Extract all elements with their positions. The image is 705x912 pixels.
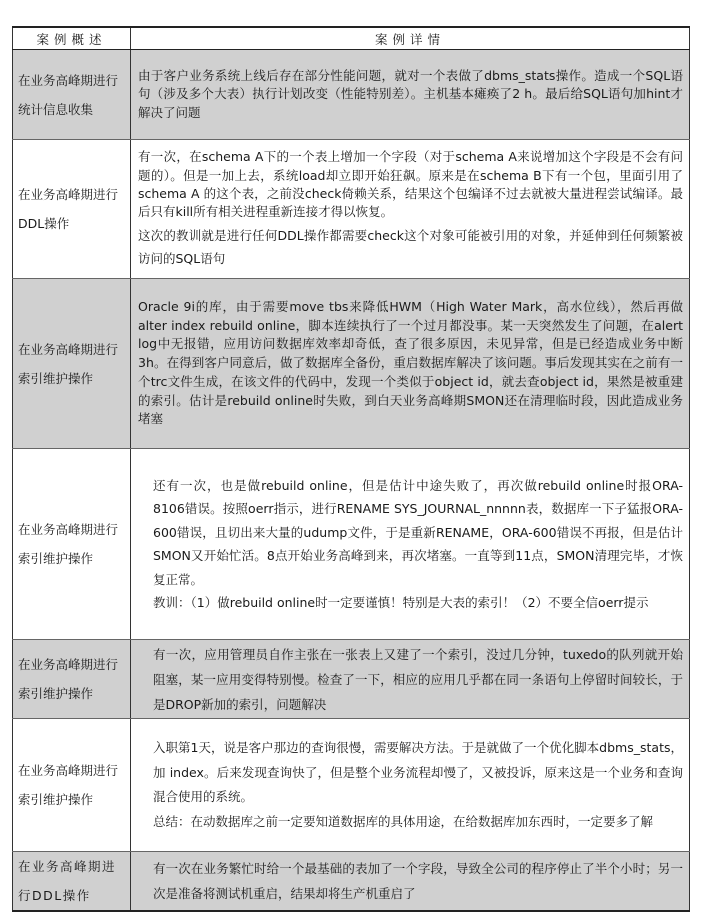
table-row (13, 50, 690, 140)
table-row (13, 449, 690, 640)
detail-paragraph: 这次的教训就是进行任何DDL操作都需要check这个对象可能被引用的对象，并延伸到任何频繁被访问的SQL语句 (138, 227, 683, 266)
table-row (13, 852, 690, 912)
header-summary: 案例概述 (13, 27, 131, 50)
case-detail (131, 852, 690, 912)
detail-paragraph: 由于客户业务系统上线后存在部分性能问题，就对一个表做了dbms_stats操作。造成一个SQL语句（涉及多个大表）执行计划改变（性能特别差）。主机基本瘫痪了2 h。最后给SQL语句加hint才解决了问题 (138, 67, 683, 120)
detail-paragraph: 总结：在动数据库之前一定要知道数据库的具体用途，在给数据库加东西时，一定要多了解 (153, 813, 654, 829)
detail-paragraph: 教训：（1）做rebuild online时一定要谨慎！特别是大表的索引！（2）不要全信oerr提示 (153, 595, 649, 610)
detail-paragraph: 有一次，在schema A下的一个表上增加一个字段（对于schema A来说增加这个字段是不会有问题的）。但是一加上去，系统load却立即开始狂飙。原来是在schema B下有一个包，里面引用了schema A 的这个表，之前没check倚赖关系，结果这个包编译不过去就被大量进程尝试编译。最后只有kill所有相关进程重新连接才得以恢复。 (138, 149, 683, 220)
case-detail (131, 50, 690, 140)
case-summary: 在业务高峰期进行索引维护操作 (13, 719, 131, 852)
detail-paragraph: 有一次，应用管理员自作主张在一张表上又建了一个索引，没过几分钟，tuxedo的队列就开始阻塞，某一应用变得特别慢。检查了一下，相应的应用几乎都在同一条语句上停留时间较长，于是DROP新加的索引，问题解决 (153, 646, 683, 712)
case-detail (131, 449, 690, 640)
table-row (13, 719, 690, 852)
table-row (13, 140, 690, 279)
header-detail: 案例详情 (131, 27, 690, 50)
table-row (13, 279, 690, 449)
case-summary: 在业务高峰期进行索引维护操作 (13, 640, 131, 719)
detail-paragraph: 还有一次，也是做rebuild online，但是估计中途失败了，再次做rebuild online时报ORA-8106错误。按照oerr指示，进行RENAME SYS_JOURNAL_nnnnn表，数据库一下子猛报ORA-600错误，且切出来大量的udump文件，于是重新RENAME，ORA-600错误不再报，但是估计SMON又开始忙活。8点开始业务高峰到来，再次堵塞。一直等到11点，SMON清理完毕，才恢复正常。 (153, 477, 683, 587)
case-summary: 在业务高峰期进行DDL操作 (13, 140, 131, 279)
case-detail (131, 640, 690, 719)
case-detail (131, 719, 690, 852)
case-table (12, 26, 690, 912)
detail-paragraph: 有一次在业务繁忙时给一个最基础的表加了一个字段，导致全公司的程序停止了半个小时；另一次是准备将测试机重启，结果却将生产机重启了 (153, 861, 683, 901)
case-summary: 在业务高峰期进行统计信息收集 (13, 50, 131, 140)
case-summary: 在业务高峰期进行DDL操作 (13, 852, 131, 912)
table-row (13, 640, 690, 719)
table-header-row (13, 27, 690, 50)
detail-paragraph: 入职第1天，说是客户那边的查询很慢，需要解决方法。于是就做了一个优化脚本dbms_stats，加 index。后来发现查询快了，但是整个业务流程却慢了，又被投诉，原来这是一个业务和查询混合使用的系统。 (153, 740, 683, 804)
case-detail (131, 279, 690, 449)
case-summary: 在业务高峰期进行索引维护操作 (13, 449, 131, 640)
case-summary: 在业务高峰期进行索引维护操作 (13, 279, 131, 449)
case-detail (131, 140, 690, 279)
detail-paragraph: Oracle 9i的库，由于需要move tbs来降低HWM（High Water Mark，高水位线），然后再做alter index rebuild online，脚本连续执行了一个过月都没事。某一天突然发生了问题，在alert log中无报错，应用访问数据库效率却奇低，查了很多原因，未见异常，但是已经造成业务中断3h。在得到客户同意后，做了数据库全备份，重启数据库解决了该问题。事后发现其实在之前有一个trc文件生成，在该文件的代码中，发现一个类似于object id，就去查object id，果然是被重建的索引。估计是rebuild online时失败，到白天业务高峰期SMON还在清理临时段，因此造成业务堵塞 (138, 299, 683, 427)
